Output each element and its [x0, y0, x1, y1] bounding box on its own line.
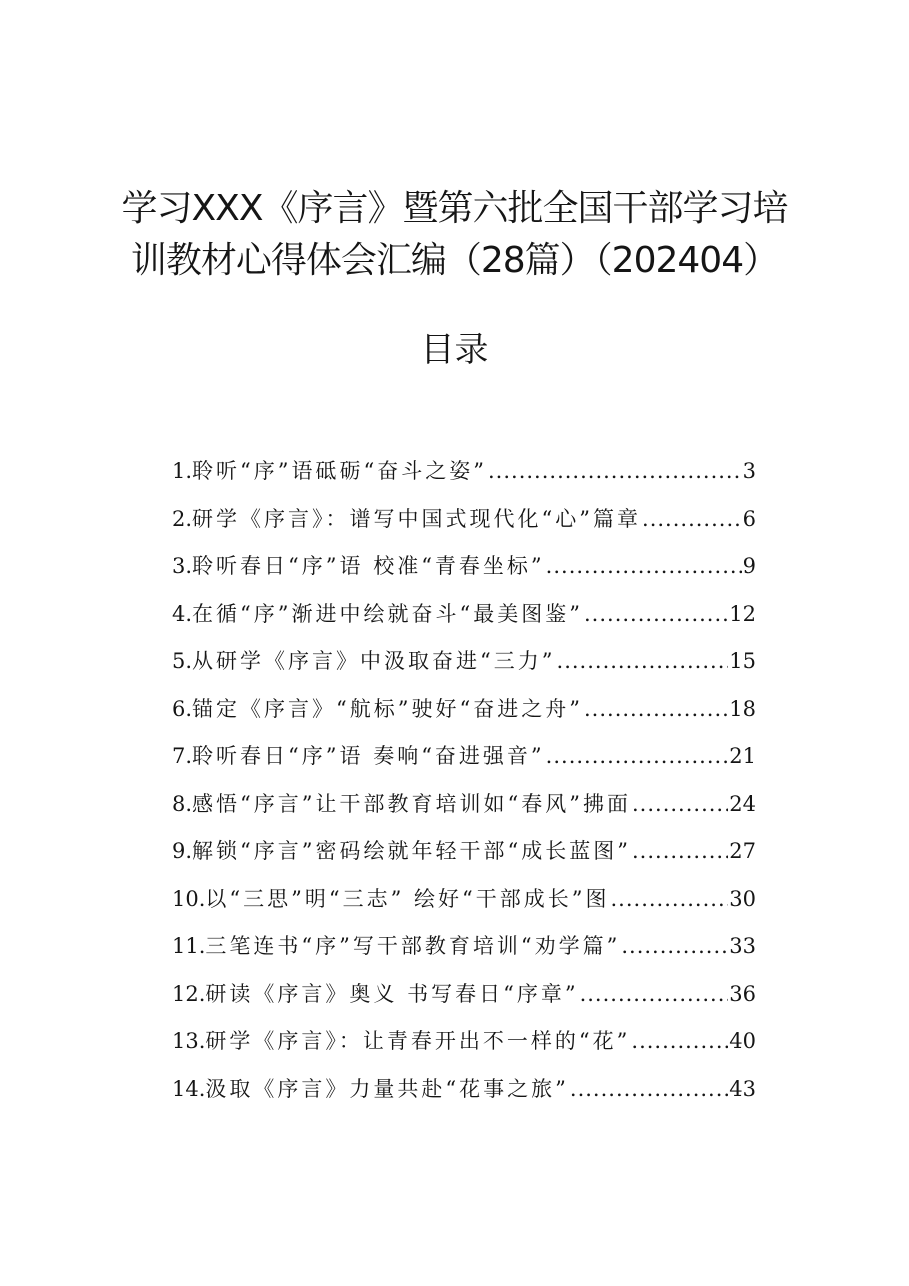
toc-entry[interactable] [172, 1024, 756, 1072]
toc-entry-page: 6 [742, 506, 756, 531]
table-of-contents [172, 454, 756, 1119]
toc-entry[interactable] [172, 834, 756, 882]
toc-entry-title: 锚定《序言》“航标”驶好“奋进之舟” [192, 696, 583, 721]
toc-leader-dots [557, 644, 729, 678]
toc-entry-title: 在循“序”渐进中绘就奋斗“最美图鉴” [192, 601, 583, 626]
toc-entry-page: 18 [729, 696, 756, 721]
toc-entry-number: 11. [172, 934, 206, 958]
toc-leader-dots [584, 692, 728, 726]
toc-entry[interactable] [172, 549, 756, 597]
toc-entry[interactable] [172, 502, 756, 550]
toc-entry-page: 15 [729, 649, 756, 673]
toc-entry-title: 解锁“序言”密码绘就年轻干部“成长蓝图” [192, 839, 631, 863]
toc-entry[interactable] [172, 739, 756, 787]
toc-entry-number: 10. [172, 886, 206, 911]
toc-entry[interactable] [172, 882, 756, 930]
toc-entry-page: 36 [729, 981, 756, 1006]
toc-entry-page: 12 [729, 601, 756, 626]
toc-entry[interactable] [172, 597, 756, 645]
toc-leader-dots [584, 597, 728, 631]
toc-entry-number: 2. [172, 506, 193, 531]
toc-entry-number: 7. [172, 744, 193, 768]
toc-entry-title: 汲取《序言》力量共赴“花事之旅” [205, 1076, 569, 1101]
toc-entry-number: 5. [172, 649, 193, 673]
toc-entry[interactable] [172, 644, 756, 692]
toc-entry[interactable] [172, 929, 756, 977]
toc-entry-number: 1. [172, 459, 193, 483]
toc-entry-title: 感悟“序言”让干部教育培训如“春风”拂面 [192, 791, 631, 816]
toc-entry[interactable] [172, 692, 756, 740]
toc-leader-dots [580, 977, 729, 1011]
toc-entry[interactable] [172, 1072, 756, 1120]
toc-entry-title: 从研学《序言》中汲取奋进“三力” [192, 649, 556, 673]
toc-entry-number: 9. [172, 839, 193, 863]
toc-entry-number: 4. [172, 601, 193, 626]
toc-entry[interactable] [172, 454, 756, 502]
toc-entry-page: 40 [729, 1029, 756, 1053]
toc-entry-title: 以“三思”明“三志” 绘好“干部成长”图 [205, 886, 610, 911]
toc-entry-page: 24 [729, 791, 756, 816]
toc-entry-number: 8. [172, 791, 193, 816]
toc-leader-dots [488, 454, 742, 488]
toc-leader-dots [611, 882, 729, 916]
toc-leader-dots [632, 834, 728, 868]
document-title-line-1: 学习XXX《序言》暨第六批全国干部学习培 [121, 188, 788, 229]
toc-entry-page: 30 [729, 886, 756, 911]
toc-entry-title: 聆听春日“序”语 奏响“奋进强音” [192, 744, 545, 768]
toc-entry-page: 33 [729, 934, 756, 958]
toc-entry-page: 43 [729, 1076, 756, 1101]
toc-leader-dots [632, 787, 728, 821]
toc-entry-number: 13. [172, 1029, 206, 1053]
toc-entry-number: 14. [172, 1076, 206, 1101]
toc-entry-number: 3. [172, 554, 193, 578]
toc-entry-title: 聆听“序”语砥砺“奋斗之姿” [192, 459, 487, 483]
toc-entry-title: 三笔连书“序”写干部教育培训“劝学篇” [205, 934, 621, 958]
toc-entry-title: 聆听春日“序”语 校准“青春坐标” [192, 554, 545, 578]
toc-entry-page: 21 [729, 744, 756, 768]
toc-entry-page: 9 [742, 554, 756, 578]
toc-heading: 目录 [420, 330, 489, 370]
toc-leader-dots [621, 929, 728, 963]
toc-leader-dots [570, 1072, 728, 1106]
toc-leader-dots [642, 502, 742, 536]
toc-leader-dots [631, 1024, 728, 1058]
toc-entry[interactable] [172, 977, 756, 1025]
toc-entry-page: 3 [742, 459, 756, 483]
toc-leader-dots [546, 549, 742, 583]
toc-entry-number: 6. [172, 696, 193, 721]
toc-entry-title: 研读《序言》奥义 书写春日“序章” [205, 981, 579, 1006]
toc-entry-number: 12. [172, 981, 206, 1006]
document-title-line-2: 训教材心得体会汇编（28篇）（202404） [130, 240, 779, 281]
toc-entry-title: 研学《序言》：谱写中国式现代化“心”篇章 [192, 506, 642, 531]
toc-entry[interactable] [172, 787, 756, 835]
toc-leader-dots [546, 739, 729, 773]
toc-entry-page: 27 [729, 839, 756, 863]
toc-entry-title: 研学《序言》：让青春开出不一样的“花” [205, 1029, 631, 1053]
